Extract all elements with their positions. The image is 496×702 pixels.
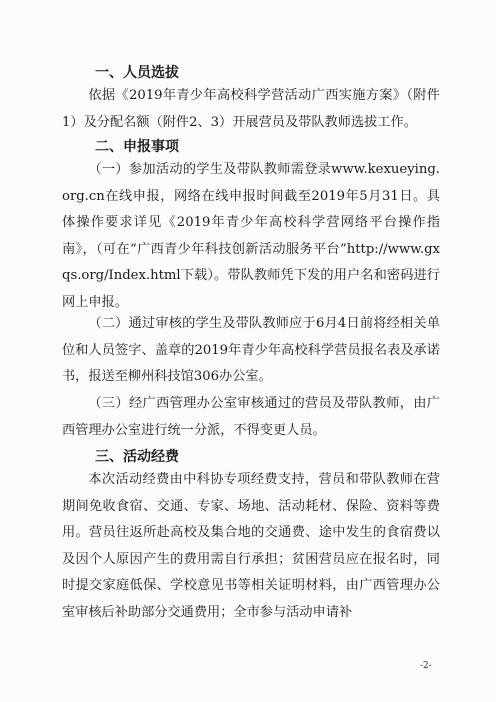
paragraph-online-application: （一）参加活动的学生及带队教师需登录www.kexueying.org.cn在线申报，网络在线申报时间截至2019年5月31日。具体操作要求详见《2019年青少年高校科学营网络平台操作指南》，（可在“广西青少年科技创新活动服务平台”http://www.gxqs.org/Index.html下载）。带队教师凭下发的用户名和密码进行网上申报。 [62,162,440,310]
section-heading-personnel: 一、人员选拔 [95,65,179,81]
page-number: -2- [420,661,432,671]
paragraph-funding-details: 本次活动经费由中科协专项经费支持，营员和带队教师在营期间免收食宿、交通、专家、场地、活动耗材、保险、资料等费用。营员往返所赴高校及集合地的交通费、途中发生的食宿费以及因个人原因产生的费用需自行承担；贫困营员应在报名时，同时提交家庭低保、学校意见书等相关证明材料，由广西管理办公室审核后补助部分交通费用；全市参与活动申请补 [62,472,440,620]
paragraph-review-submission: （二）通过审核的学生及带队教师应于6月4日前将经相关单位和人员签字、盖章的2019年青少年高校科学营员报名表及承诺书，报送至柳州科技馆306办公室。 [62,316,440,385]
paragraph-assignment: （三）经广西管理办公室审核通过的营员及带队教师，由广西管理办公室进行统一分派，不得变更人员。 [62,396,440,438]
section-heading-application: 二、申报事项 [95,139,179,155]
paragraph-selection-basis: 依据《2019年青少年高校科学营活动广西实施方案》（附件1）及分配名额（附件2、3）开展营员及带队教师选拔工作。 [62,88,440,130]
section-heading-funding: 三、活动经费 [95,449,179,465]
